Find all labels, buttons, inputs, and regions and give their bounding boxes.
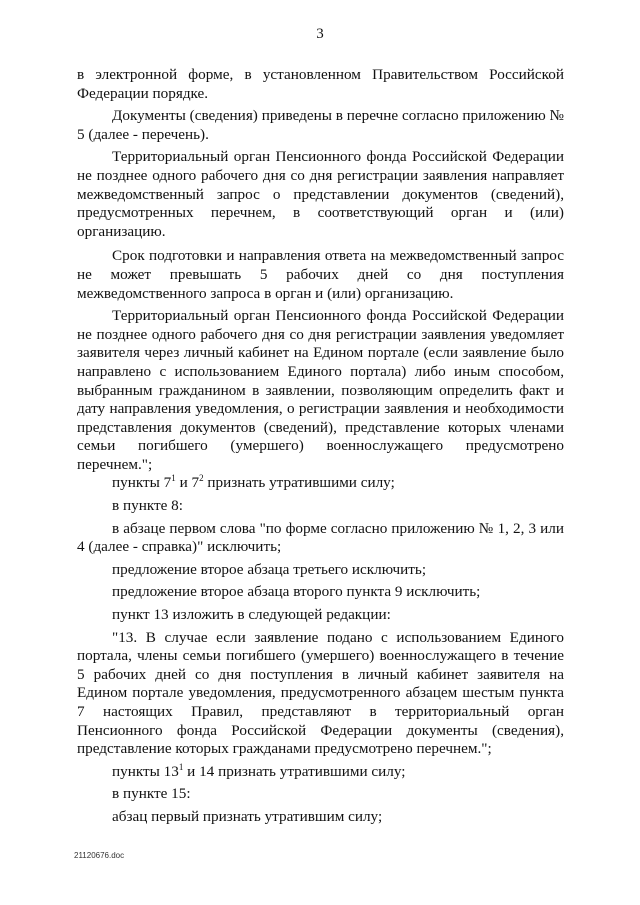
paragraph-12: "13. В случае если заявление подано с использованием Единого портала, члены семьи погибшего (умершего) военнослужащего в течение 5 рабочих дней со дня поступления в личный кабинет заявителя на Едином портале уведомления, предусмотренного абзацем шестым пункта 7 настоящих Правил, представляют в территориальный орган Пенсионного фонда Российской Федерации документы (сведения), представление которых гражданами предусмотрено перечнем."; xyxy=(77,628,564,758)
paragraph-3: Территориальный орган Пенсионного фонда Российской Федерации не позднее одного рабочего дня со дня регистрации заявления направляет межведомственный запрос о представлении документов (сведений), предусмотренных перечнем, в соответствующий орган и (или) организацию. xyxy=(77,148,564,240)
paragraph-6-text-a: пункты 7 xyxy=(112,474,172,492)
paragraph-2: Документы (сведения) приведены в перечне согласно приложению № 5 (далее - перечень). xyxy=(77,107,564,143)
paragraph-4: Срок подготовки и направления ответа на межведомственный запрос не может превышать 5 рабочих дней со дня поступления межведомственного запроса в орган и (или) организацию. xyxy=(77,247,564,302)
paragraph-14: в пункте 15: xyxy=(112,785,191,803)
paragraph-11: пункт 13 изложить в следующей редакции: xyxy=(112,606,391,624)
paragraph-9: предложение второе абзаца третьего исключить; xyxy=(112,560,427,578)
paragraph-5: Территориальный орган Пенсионного фонда Российской Федерации не позднее одного рабочего дня со дня регистрации заявления уведомляет заявителя через личный кабинет на Едином портале (если заявление было направлено с использованием Единого портала) либо иным способом, выбранным гражданином в заявлении, позволяющим определить факт и дату направления уведомления, о регистрации заявления и необходимости представления документов (сведений), представление которых членами семьи погибшего (умершего) военнослужащего предусмотрено перечнем."; xyxy=(77,307,564,473)
paragraph-8: в абзаце первом слова "по форме согласно приложению № 1, 2, 3 или 4 (далее - справка)" исключить; xyxy=(77,519,564,556)
paragraph-6-text-c: признать утратившими силу; xyxy=(203,474,395,492)
paragraph-15: абзац первый признать утратившим силу; xyxy=(112,807,383,825)
paragraph-13-text-a: пункты 13 xyxy=(112,762,179,780)
document-body xyxy=(77,66,564,827)
superscript-2: 2 xyxy=(199,473,204,484)
paragraph-13-text-b: и 14 признать утратившими силу; xyxy=(183,762,406,780)
superscript-3: 1 xyxy=(178,761,184,772)
paragraph-1: в электронной форме, в установленном Правительством Российской Федерации порядке. xyxy=(77,66,564,102)
paragraph-6 xyxy=(77,474,564,493)
page-number: 3 xyxy=(316,26,324,42)
paragraph-13 xyxy=(77,763,564,782)
paragraph-7: в пункте 8: xyxy=(112,497,183,515)
paragraph-6-text-b: и 7 xyxy=(175,474,200,492)
file-name-footer: 21120676.doc xyxy=(74,851,125,860)
superscript-1: 1 xyxy=(171,473,176,484)
paragraph-10: предложение второе абзаца второго пункта 9 исключить; xyxy=(112,583,481,601)
